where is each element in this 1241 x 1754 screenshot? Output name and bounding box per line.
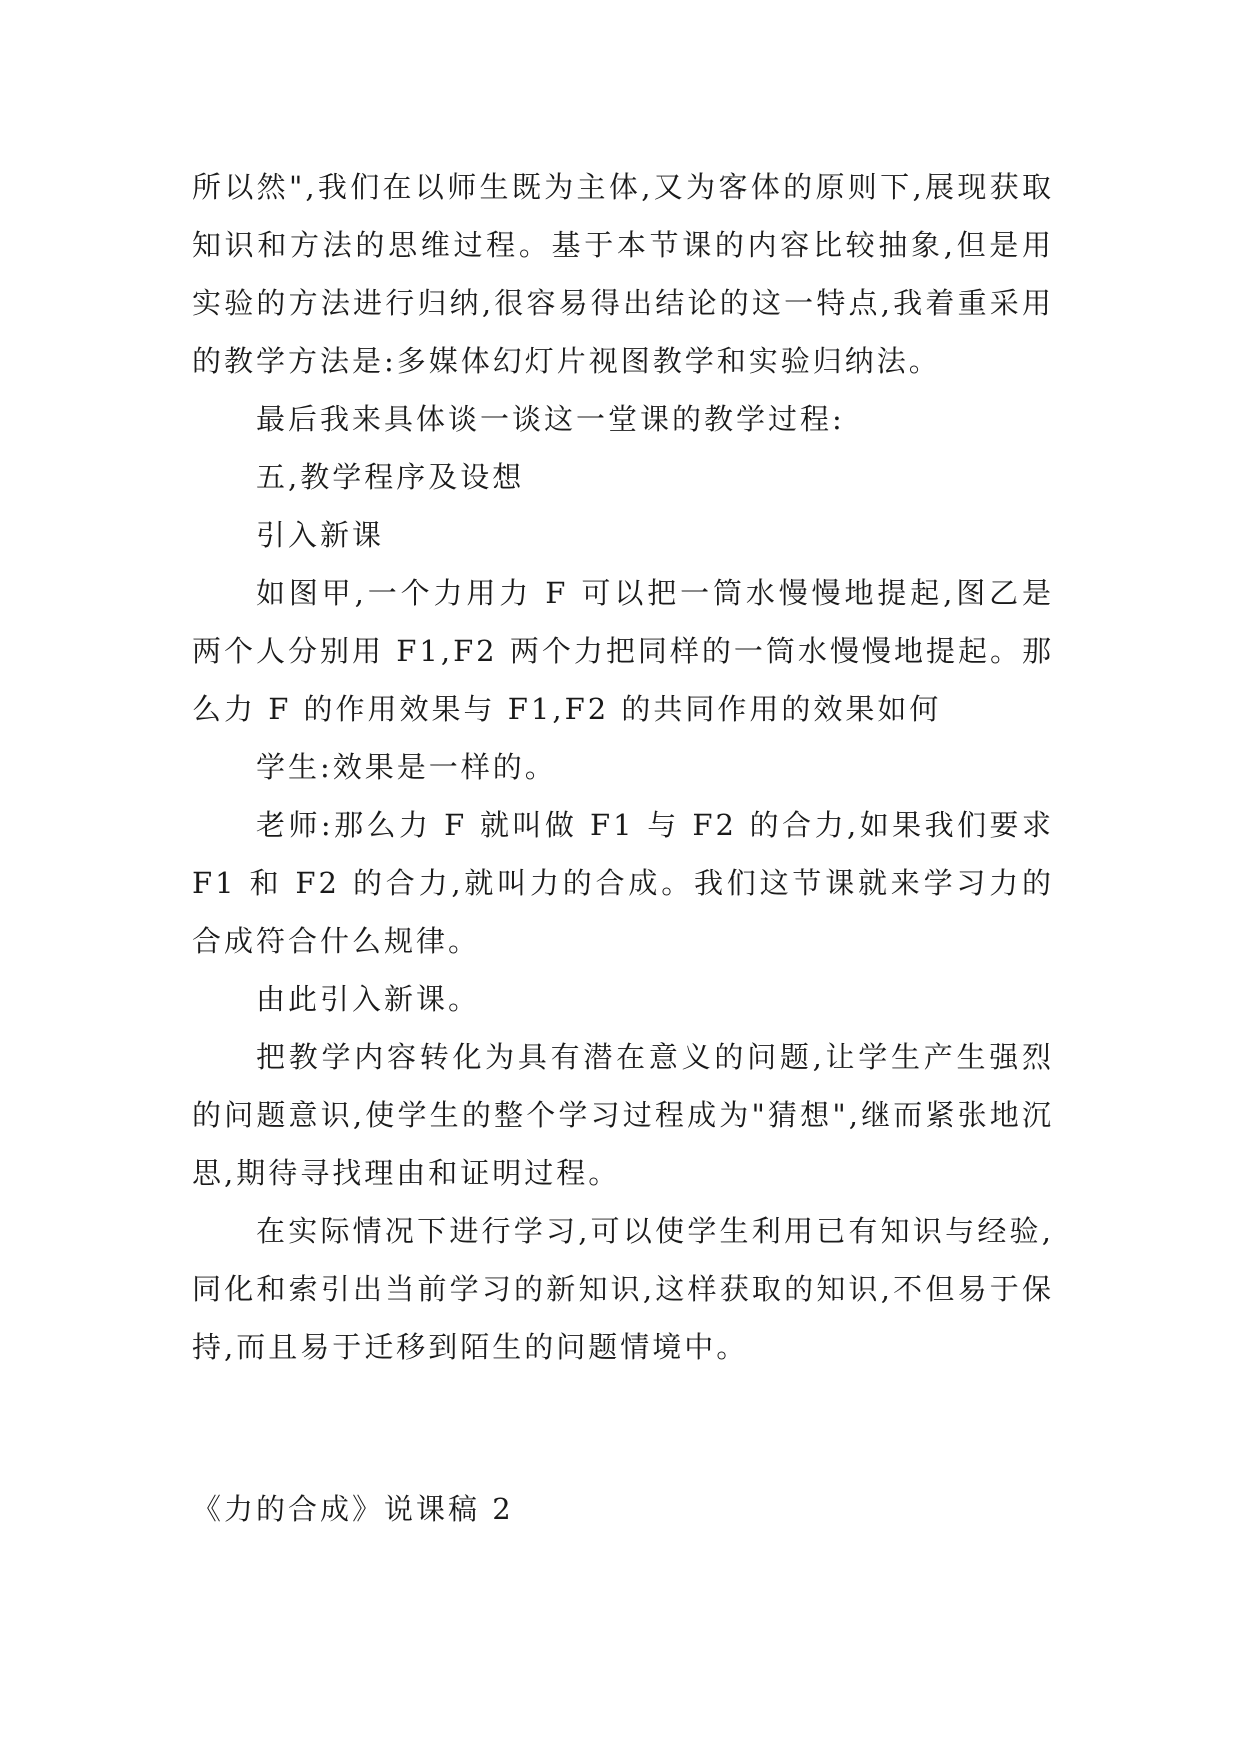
paragraph: 学生:效果是一样的。	[256, 750, 557, 784]
paragraph-continued: 所以然",我们在以师生既为主体,又为客体的原则下,展现获取知识和方法的思维过程。基于本节课的内容比较抽象,但是用实验的方法进行归纳,很容易得出结论的这一特点,我着重采用的教学方法是:多媒体幻灯片视图教学和实验归纳法。	[192, 170, 1054, 378]
body-text	[192, 158, 1054, 1376]
section-heading: 五,教学程序及设想	[256, 460, 525, 494]
paragraph: 在实际情况下进行学习,可以使学生利用已有知识与经验,同化和索引出当前学习的新知识,这样获取的知识,不但易于保持,而且易于迁移到陌生的问题情境中。	[192, 1214, 1054, 1364]
paragraph: 如图甲,一个力用力 F 可以把一筒水慢慢地提起,图乙是两个人分别用 F1,F2 两个力把同样的一筒水慢慢地提起。那么力 F 的作用效果与 F1,F2 的共同作用的效果如何	[192, 576, 1054, 726]
paragraph: 把教学内容转化为具有潜在意义的问题,让学生产生强烈的问题意识,使学生的整个学习过程成为"猜想",继而紧张地沉思,期待寻找理由和证明过程。	[192, 1040, 1054, 1190]
subsection-heading: 引入新课	[256, 518, 385, 552]
paragraph: 最后我来具体谈一谈这一堂课的教学过程:	[256, 402, 845, 436]
paragraph: 老师:那么力 F 就叫做 F1 与 F2 的合力,如果我们要求 F1 和 F2 的合力,就叫力的合成。我们这节课就来学习力的合成符合什么规律。	[192, 808, 1054, 958]
paragraph: 由此引入新课。	[256, 982, 481, 1016]
section-title: 《力的合成》说课稿 2	[192, 1492, 514, 1526]
